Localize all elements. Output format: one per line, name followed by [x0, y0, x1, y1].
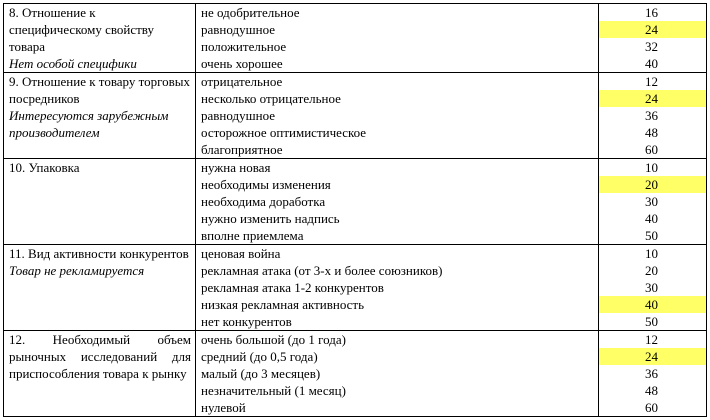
- criterion-title: 10. Упаковка: [9, 160, 80, 175]
- option-label: рекламная атака 1-2 конкурентов: [201, 280, 384, 295]
- criterion-title: 12. Необходимый объем рыночных исследований для приспособления товара к рынку: [9, 332, 191, 381]
- option-score: 50: [645, 314, 658, 329]
- option-label: осторожное оптимистическое: [201, 125, 367, 140]
- criterion-cell: [4, 159, 196, 245]
- option-label: необходимы изменения: [201, 177, 331, 192]
- criterion-title: 8. Отношение к специфическому свойству товара: [9, 5, 154, 54]
- option-label: равнодушное: [201, 108, 276, 123]
- option-score: 48: [645, 125, 658, 140]
- table-row: [4, 245, 707, 331]
- option-label: рекламная атака (от 3-х и более союзников): [201, 263, 443, 278]
- option-label: нужно изменить надпись: [201, 211, 340, 226]
- option-label: благоприятное: [201, 142, 283, 157]
- table-row: [4, 73, 707, 159]
- option-score: 50: [645, 228, 658, 243]
- criterion-cell: [4, 245, 196, 331]
- criterion-title: 11. Вид активности конкурентов: [9, 246, 189, 261]
- table-row: [4, 331, 707, 417]
- option-score: 10: [645, 246, 658, 261]
- option-score: 30: [645, 194, 658, 209]
- option-label: нулевой: [201, 400, 246, 415]
- table-row: [4, 159, 707, 245]
- criterion-note: Нет особой специфики: [9, 56, 137, 71]
- option-label: необходима доработка: [201, 194, 326, 209]
- option-score-selected: 20: [599, 176, 706, 193]
- scores-cell: [599, 331, 707, 417]
- option-label: нет конкурентов: [201, 314, 292, 329]
- option-score: 32: [645, 39, 658, 54]
- table-body: [4, 4, 707, 417]
- option-label: равнодушное: [201, 22, 276, 37]
- option-score: 10: [645, 160, 658, 175]
- criterion-cell: [4, 4, 196, 73]
- option-score: 40: [645, 211, 658, 226]
- criterion-cell: [4, 331, 196, 417]
- option-label: не одобрительное: [201, 5, 300, 20]
- options-cell: [196, 331, 599, 417]
- option-score-selected: 24: [599, 348, 706, 365]
- option-label: отрицательное: [201, 74, 283, 89]
- option-score: 60: [645, 142, 658, 157]
- option-label: очень большой (до 1 года): [201, 332, 346, 347]
- option-label: несколько отрицательное: [201, 91, 341, 106]
- option-label: ценовая война: [201, 246, 281, 261]
- option-label: средний (до 0,5 года): [201, 349, 318, 364]
- option-score: 12: [645, 74, 658, 89]
- option-label: низкая рекламная активность: [201, 297, 365, 312]
- scores-cell: [599, 245, 707, 331]
- option-label: очень хорошее: [201, 56, 283, 71]
- option-score-selected: 24: [599, 21, 706, 38]
- option-score-selected: 24: [599, 90, 706, 107]
- option-score: 36: [645, 108, 658, 123]
- option-score: 30: [645, 280, 658, 295]
- option-label: положительное: [201, 39, 287, 54]
- options-cell: [196, 245, 599, 331]
- criterion-note: Товар не рекламируется: [9, 263, 145, 278]
- option-score: 16: [645, 5, 658, 20]
- option-score: 36: [645, 366, 658, 381]
- criterion-title: 9. Отношение к товару торговых посредников: [9, 74, 191, 106]
- option-label: вполне приемлема: [201, 228, 304, 243]
- option-label: незначительный (1 месяц): [201, 383, 346, 398]
- option-label: малый (до 3 месяцев): [201, 366, 321, 381]
- table-row: [4, 4, 707, 73]
- scores-cell: [599, 4, 707, 73]
- options-cell: [196, 159, 599, 245]
- option-score-selected: 40: [599, 296, 706, 313]
- criterion-note: Интересуются зарубежным производителем: [9, 108, 169, 140]
- options-cell: [196, 73, 599, 159]
- scores-cell: [599, 73, 707, 159]
- option-score: 12: [645, 332, 658, 347]
- options-cell: [196, 4, 599, 73]
- option-score: 40: [645, 56, 658, 71]
- option-score: 20: [645, 263, 658, 278]
- option-score: 48: [645, 383, 658, 398]
- option-score: 60: [645, 400, 658, 415]
- evaluation-table: [3, 3, 707, 417]
- criterion-cell: [4, 73, 196, 159]
- option-label: нужна новая: [201, 160, 271, 175]
- scores-cell: [599, 159, 707, 245]
